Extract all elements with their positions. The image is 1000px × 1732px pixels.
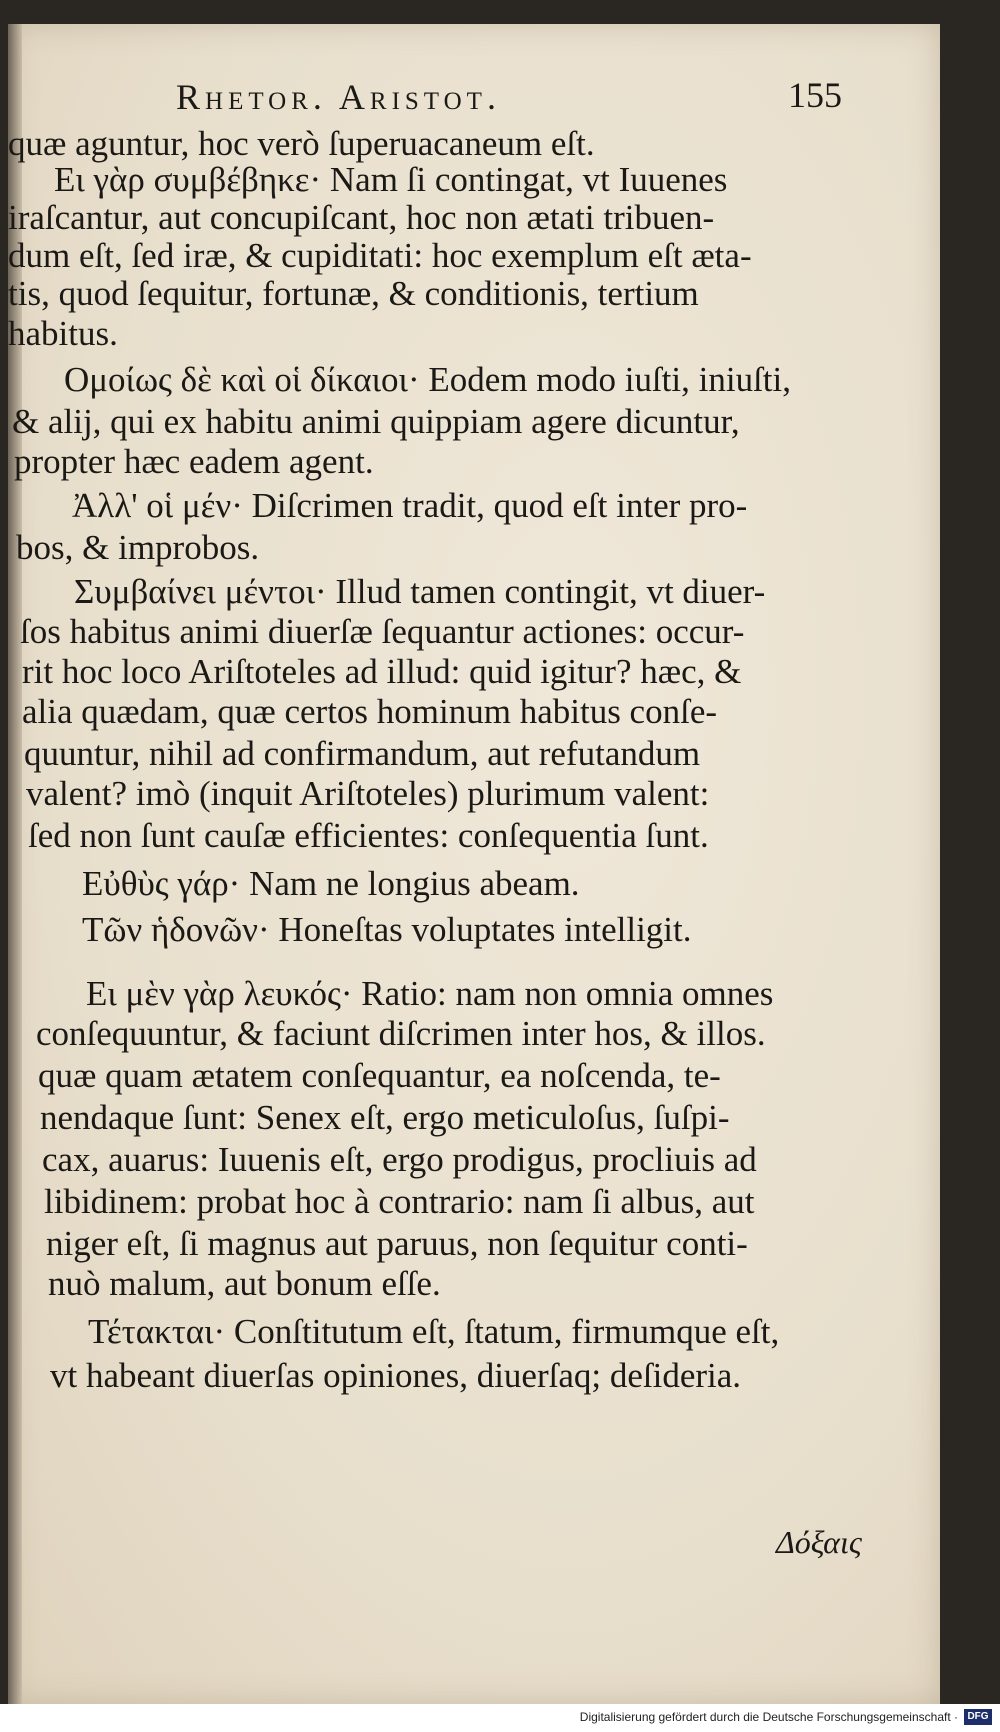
text-line: quæ aguntur, hoc verò ſuperuacaneum eſt.: [8, 124, 595, 163]
text-line: nendaque ſunt: Senex eſt, ergo meticuloſus, ſuſpi-: [40, 1098, 730, 1137]
text-line: Τῶν ἡδονῶν· Honeſtas voluptates intelligit.: [82, 910, 692, 949]
text-line: vt habeant diuerſas opiniones, diuerſaq; deſideria.: [50, 1356, 742, 1395]
text-line: valent? imò (inquit Ariſtoteles) plurimum valent:: [26, 774, 710, 813]
text-line: cax, auarus: Iuuenis eſt, ergo prodigus, procliuis ad: [42, 1140, 757, 1179]
text-line: Εὐθὺς γάρ· Nam ne longius abeam.: [82, 864, 580, 903]
text-line: & alij, qui ex habitu animi quippiam agere dicuntur,: [12, 402, 740, 441]
text-line: propter hæc eadem agent.: [14, 442, 374, 481]
book-page: [8, 24, 940, 1704]
text-line: nuò malum, aut bonum eſſe.: [48, 1264, 441, 1303]
text-line: iraſcantur, aut concupiſcant, hoc non ætati tribuen-: [8, 198, 715, 237]
digitization-footer: [0, 1704, 1000, 1732]
text-line: alia quædam, quæ certos hominum habitus conſe-: [22, 692, 718, 731]
text-line: quæ quam ætatem conſequantur, ea noſcenda, te-: [38, 1056, 721, 1095]
text-line: tis, quod ſequitur, fortunæ, & conditionis, tertium: [8, 274, 699, 313]
text-line: Συμβαίνει μέντοι· Illud tamen contingit, vt diuer-: [74, 572, 766, 611]
text-line: Τέτακται· Conſtitutum eſt, ſtatum, firmumque eſt,: [88, 1312, 780, 1351]
funding-credit: Digitalisierung gefördert durch die Deutsche Forschungsgemeinschaft ·: [579, 1710, 958, 1724]
text-line: Ἀλλ' οἱ μέν· Diſcrimen tradit, quod eſt inter pro-: [72, 486, 748, 525]
running-head: Rhetor. Aristot.: [176, 77, 501, 117]
text-line: conſequuntur, & faciunt diſcrimen inter hos, & illos.: [36, 1014, 766, 1053]
page-number: 155: [788, 75, 842, 115]
text-line: Ει γὰρ συμβέβηκε· Nam ſi contingat, vt Iuuenes: [54, 160, 728, 199]
text-line: Ομοίως δὲ καὶ οἱ δίκαιοι· Eodem modo iuſti, iniuſti,: [64, 360, 791, 399]
text-line: libidinem: probat hoc à contrario: nam ſi albus, aut: [44, 1182, 755, 1221]
catchword: Δόξαις: [776, 1524, 862, 1560]
dfg-logo-icon: DFG: [964, 1709, 992, 1725]
text-line: ſed non ſunt cauſæ efficientes: conſequentia ſunt.: [28, 816, 709, 855]
text-line: quuntur, nihil ad confirmandum, aut refutandum: [24, 734, 701, 773]
text-line: Ει μὲν γὰρ λευκός· Ratio: nam non omnia omnes: [86, 974, 774, 1013]
text-line: niger eſt, ſi magnus aut paruus, non ſequitur conti-: [46, 1224, 748, 1263]
page-header: [8, 68, 940, 128]
text-line: bos, & improbos.: [16, 528, 260, 567]
text-line: ſos habitus animi diuerſæ ſequantur actiones: occur-: [20, 612, 745, 651]
text-line: habitus.: [8, 314, 118, 353]
text-line: dum eſt, ſed iræ, & cupiditati: hoc exemplum eſt æta-: [8, 236, 752, 275]
text-line: rit hoc loco Ariſtoteles ad illud: quid igitur? hæc, &: [22, 652, 742, 691]
